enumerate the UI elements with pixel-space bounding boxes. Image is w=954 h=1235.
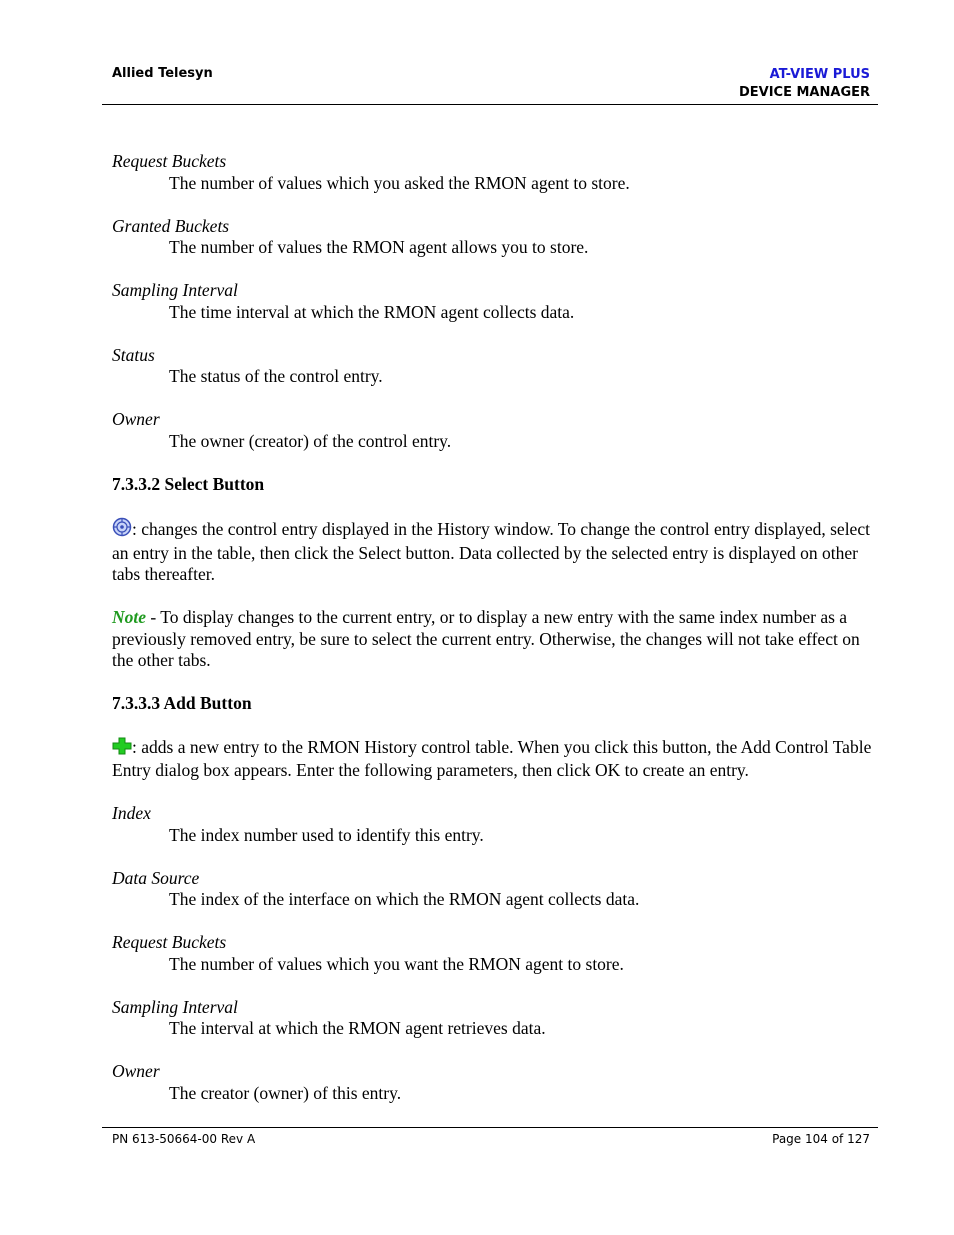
definition-term: Sampling Interval: [112, 996, 238, 1017]
definition-entry: [112, 932, 872, 975]
header-rule: [102, 104, 878, 105]
definition-term: Data Source: [112, 867, 200, 888]
definition-text: The interval at which the RMON agent retrieves data.: [169, 1018, 546, 1038]
definition-entry: [112, 1061, 872, 1104]
select-description: [112, 517, 872, 586]
section-heading-add: 7.3.3.3 Add Button: [112, 693, 252, 713]
footer-part-number: PN 613-50664-00 Rev A: [112, 1132, 256, 1146]
definition-term: Owner: [112, 409, 160, 429]
definition-text: The status of the control entry.: [169, 366, 383, 386]
definition-text: The index number used to identify this entry.: [169, 824, 484, 845]
definition-entry: [112, 345, 872, 388]
footer-page-number: Page 104 of 127: [772, 1132, 870, 1146]
add-icon: [112, 737, 132, 761]
definition-text: The creator (owner) of this entry.: [169, 1082, 402, 1103]
footer-rule: [102, 1127, 878, 1128]
note-label: Note: [112, 607, 147, 627]
definition-entry: [112, 151, 872, 194]
definition-term: Sampling Interval: [112, 280, 238, 300]
definition-entry: [112, 803, 872, 846]
section-heading-select: 7.3.3.2 Select Button: [112, 473, 265, 494]
definition-text: The index of the interface on which the RMON agent collects data.: [169, 889, 640, 909]
definition-entry: [112, 280, 872, 323]
definition-term: Request Buckets: [112, 932, 227, 952]
definition-entry: [112, 997, 872, 1040]
definition-text: The owner (creator) of the control entry.: [169, 430, 452, 451]
select-text: : changes the control entry displayed in the History window. To change the control entry displayed, select an entry in the table, then click the Select button. Data collected by the selected entry is displayed on other tabs thereafter.: [112, 519, 870, 584]
header-right: [739, 66, 870, 102]
definition-term: Granted Buckets: [112, 215, 230, 236]
definition-text: The number of values the RMON agent allows you to store.: [169, 237, 589, 257]
definition-entry: [112, 868, 872, 911]
definition-text: The time interval at which the RMON agent collects data.: [169, 301, 575, 322]
note-text: - To display changes to the current entry, or to display a new entry with the same index number as a previously removed entry, be sure to select the current entry. Otherwise, the changes will not take effect on the other tabs.: [112, 607, 860, 670]
definition-term: Owner: [112, 1061, 160, 1081]
definition-entry: [112, 216, 872, 259]
add-text: : adds a new entry to the RMON History control table. When you click this button, the Add Control Table Entry dialog box appears. Enter the following parameters, then click OK to create an entry.: [112, 736, 872, 780]
definition-entry: [112, 409, 872, 452]
definition-term: Index: [112, 803, 151, 823]
definition-term: Status: [112, 344, 155, 365]
definition-text: The number of values which you asked the RMON agent to store.: [169, 172, 630, 193]
definition-term: Request Buckets: [112, 151, 227, 171]
page-body: [112, 151, 872, 1104]
note-paragraph: [112, 607, 872, 672]
header-company: Allied Telesyn: [112, 66, 213, 81]
header-module: DEVICE MANAGER: [738, 85, 870, 100]
select-icon: [112, 517, 132, 543]
add-description: [112, 737, 872, 782]
header-product: AT-VIEW PLUS: [769, 67, 870, 82]
definition-text: The number of values which you want the RMON agent to store.: [169, 953, 624, 974]
